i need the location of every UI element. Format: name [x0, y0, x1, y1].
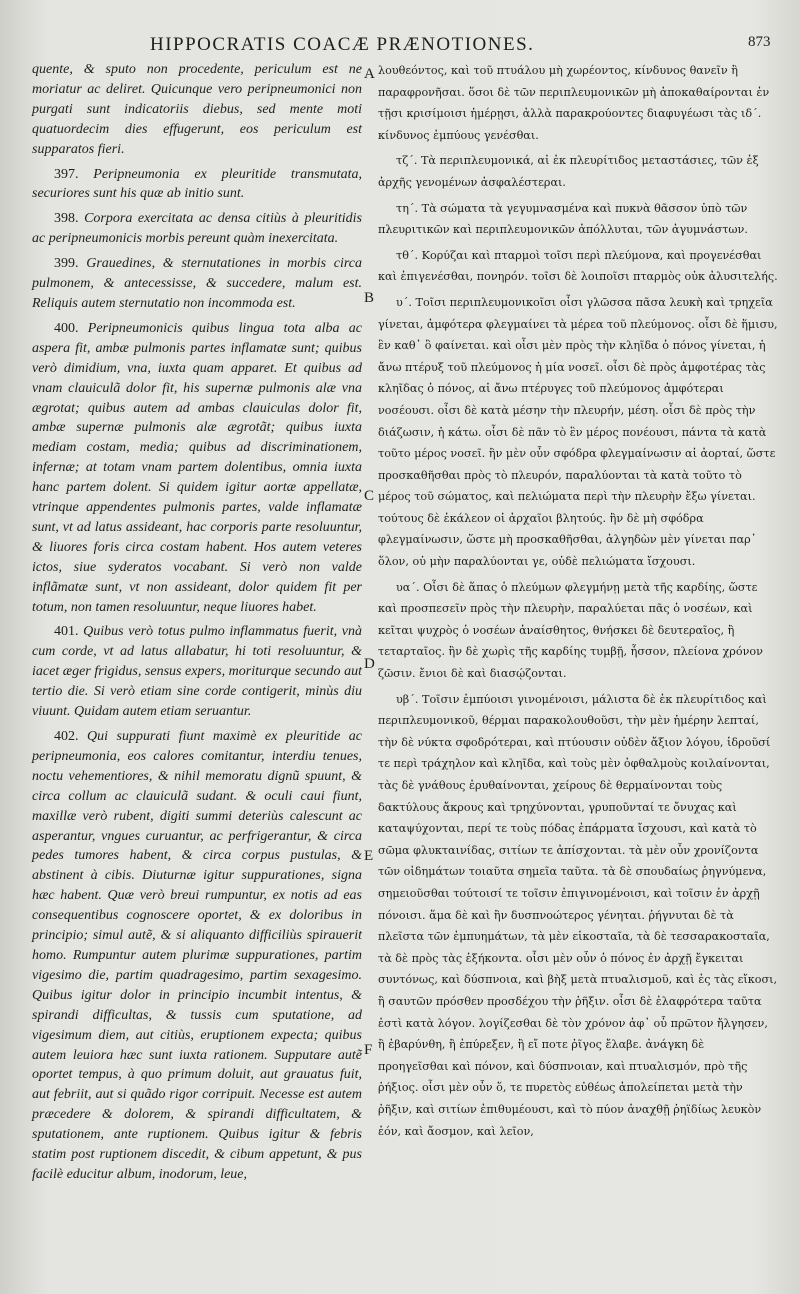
latin-paragraph: 397. Peripneumonia ex pleuritide transmutata, securiores sunt his quæ ab initio sunt.	[32, 166, 363, 202]
running-title: HIPPOCRATIS COACÆ PRÆNOTIONES.	[150, 34, 535, 55]
margin-letter: F	[364, 1042, 373, 1058]
latin-paragraph: 400. Peripneumonicis quibus lingua tota alba ac aspera fit, ambæ pulmonis partes inflamatæ sunt; quibus verò dimidium, vna, iuxta quam apparet. Et quibus ad vnam clauiculã dolor fit, his supernæ pulmonis alæ vna ægrotat; quibus autem ad ambas clauiculas dolor fit, ambæ supernæ pulmonis alæ ægrotãt; quibus iuxta mediam costam, media; quibus ad discriminationem, infernæ; at totam vnam partem dolentibus, omnia iuxta hanc partem dolent. Si quidem igitur aortæ appellatæ, vtrinque appendentes pulmonis partes, valde inflamatæ sunt, vt ad latus assideant, hac corporis parte resoluuntur, & liuores foris circa costam habent. Hos autem veteres ictos, siue syderatos vocabant. Si verò non valde inflãmatæ sunt, vt non assideant, dolor quidem fit per totum, non tamen resoluuntur, neque liuores habet.	[32, 320, 363, 615]
greek-paragraph: τθ΄. Κορύζαι καὶ πταρμοὶ τοῖσι περὶ πλεύμονα, καὶ προγενέσθαι καὶ ἐπιγενέσθαι, πονηρόν. τοῖσι δὲ λοιποῖσι πταρμὸς οὐκ ἀλυσιτελής.	[378, 248, 778, 284]
latin-paragraph: 398. Corpora exercitata ac densa citiùs à pleuritidis ac peripneumonicis morbis pereunt quàm inexercitata.	[32, 211, 362, 247]
margin-letter: C	[364, 488, 375, 504]
latin-column	[32, 60, 362, 1190]
greek-paragraph: λουθεόντος, καὶ τοῦ πτυάλου μὴ χωρέοντος, κίνδυνος θανεῖν ἢ παραφρονῆσαι. ὅσοι δὲ τῶν περιπλευμονικῶν μὴ ἀποκαθαίρονται ἐν τῇσι κρισίμοισι ἡμέρῃσι, ἀλλὰ παρακρούοντες διαφυγέωσι τὰς ιδ΄. κίνδυνος ἐμπύους γενέσθαι.	[378, 64, 770, 142]
latin-paragraph: quente, & sputo non procedente, periculum est ne moriatur ac deliret. Quicunque vero peripneumonici non purgati sunt indicatoriis diebus, sed mente moti quatuordecim dies effugerunt, eos periculum est supparatos fieri.	[32, 62, 362, 157]
greek-paragraph: υα΄. Οἷσι δὲ ἅπας ὁ πλεύμων φλεγμήνῃ μετὰ τῆς καρδίης, ὥστε καὶ προσπεσεῖν πρὸς τὴν πλευρὴν, παραλύεται πᾶς ὁ νοσέων, καὶ κεῖται ψυχρὸς ὁ νοσέων ἀναίσθητος, θνήσκει δὲ δευτεραῖος, ἢ τεταρταῖος. ἢν δὲ χωρὶς τῆς καρδίης τυμβῇ, ἧσσον, πλείονα χρόνον ζῶσιν. ἔνιοι δὲ καὶ διασῴζονται.	[378, 580, 763, 681]
greek-paragraph: υ΄. Τοῖσι περιπλευμονικοῖσι οἷσι γλῶσσα πᾶσα λευκὴ καὶ τρηχεῖα γίνεται, ἀμφότερα φλεγμαίνει τὰ μέρεα τοῦ πλεύμονος. οἷσι δὲ ἥμισυ, ἓν καθ᾽ ὃ φαίνεται. καὶ οἷσι μὲν πρὸς τὴν κληῖδα ὁ πόνος γίνεται, ἡ ἄνω πτέρυξ τοῦ πλεύμονος ἡ μία νοσεῖ. οἷσι δὲ πρὸς ἀμφοτέρας τὰς κληῖδας ὁ πόνος, αἱ ἄνω πτέρυγες τοῦ πλεύμονος ἀμφότεραι νοσέουσι. οἷσι δὲ κατὰ μέσην τὴν πλευρήν, μέση. οἷσι δὲ πρὸς τὴν διάζωσιν, ἡ κάτω. οἷσι δὲ πᾶν τὸ ἓν μέρος πονέουσι, πάντα τὰ κατὰ τοῦτο μέρος νοσεῖ. ἢν μὲν οὖν σφόδρα φλεγμαίνωσιν αἱ ἀορταί, ὥστε προσκαθῆσθαι πρὸς τὸ πλευρόν, παραλύονται τὰ κατὰ τοῦτο τὸ μέρος τοῦ σώματος, καὶ πελιώματα περὶ τὴν πλευρὴν ἔξω γίνεται. τούτους δὲ ἐκάλεον οἱ ἀρχαῖοι βλητούς. ἢν δὲ μὴ σφόδρα φλεγμαίνωσιν, ὥστε μὴ προσκαθῆσθαι, ἀλγηδὼν μὲν γίνεται παρ᾽ ὅλον, οὐ μὴν παραλύονται γε, οὐδὲ πελιώματα ἴσχουσι.	[378, 295, 778, 569]
greek-paragraph: τζ΄. Τὰ περιπλευμονικά, αἱ ἐκ πλευρίτιδος μεταστάσιες, τῶν ἐξ ἀρχῆς γενομένων ἀσφαλέστεραι.	[378, 154, 759, 189]
greek-paragraph: τη΄. Τὰ σώματα τὰ γεγυμνασμένα καὶ πυκνὰ θᾶσσον ὑπὸ τῶν πλευριτικῶν καὶ περιπλευμονικῶν ἀπόλλυται, τῶν ἀγυμνάστων.	[378, 201, 748, 237]
latin-paragraph: 402. Qui suppurati fiunt maximè ex pleuritide ac peripneumonia, eos calores comitantur, interdiu tenues, noctu vehementiores, & nihil memoratu dignũ spuunt, & circa collum ac clauiculã sudant. & oculi caui fiunt, maxillæ verò rubent, digiti summi deteriùs calescunt ac asperantur, vngues curuantur, ac perfrigerantur, & circa pedes tumores habent, & circa corpus pustulas, & abstinent à cibis. Diuturnæ igitur suppurationes, signa hæc habent. Quæ verò breui rumpuntur, ex notis ad eas consequentibus cognoscere oportet, & ex doloribus in principio; simul autẽ, & si aliquanto difficiliùs spirauerit homo. Rumpuntur autem plurimæ suppurationes, partim vigesimo die, partim quadragesimo, partim sexagesimo. Quibus igitur dolor in principio incumbit intentus, & spirandi difficultas, & tussis cum sputatione, ad vigesimum diem, aut citiùs, eruptionem expecta; quibus autem leuiora hæc sunt iuxta rationem. Supputare autẽ oportet tempus, à quo primum doluit, aut grauatus fuit, aut febriit, aut si quãdo rigor corripuit. Necesse est autem præcedere & dolorem, & spirandi difficultatem, & sputationem, ante ruptionem. Quibus igitur & febris statim post ruptionem discedit, & cibum appetunt, & pus facilè educitur album, inodorum, leue,	[32, 729, 363, 1182]
latin-paragraph: 401. Quibus verò totus pulmo inflammatus fuerit, vnà cum corde, vt ad latus allabatur, hi toti resoluuntur, & iacet æger frigidus, sensus expers, moriturque secundo aut tertio die. Si verò etiam sine corde contigerit, minùs diu viuunt. Quidam autem etiam seruantur.	[32, 624, 363, 720]
page-number: 873	[748, 34, 771, 50]
page-header	[0, 30, 800, 60]
latin-paragraph: 399. Grauedines, & sternutationes in morbis circa pulmonem, & antecessisse, & succedere, malum est. Reliquis autem sternutatio non incommoda est.	[32, 256, 363, 311]
margin-letter: D	[364, 656, 375, 672]
greek-column	[378, 60, 778, 1146]
margin-letter: B	[364, 290, 375, 306]
margin-letter: E	[364, 848, 374, 864]
margin-letter: A	[364, 66, 375, 82]
greek-paragraph: υβ΄. Τοῖσιν ἐμπύοισι γινομένοισι, μάλιστα δὲ ἐκ πλευρίτιδος καὶ περιπλευμονικοῦ, θέρμαι παρακολουθοῦσι, τὴν μὲν ἡμέρην λεπταί, τὴν δὲ νύκτα σφοδρότεραι, καὶ πτύουσιν οὐδὲν ἄξιον λόγου, ἱδροῦσί τε περὶ τράχηλον καὶ κληῖδα, καὶ τοὺς μὲν ὀφθαλμοὺς κοιλαίνονται, τὰς δὲ γνάθους ἐρυθαίνονται, χείρους δὲ θερμαίνονται τοὺς δακτύλους ἄκρους καὶ τρηχύνονται, γρυποῦνταί τε ὄνυχας καὶ καταψύχονται, περί τε τοὺς πόδας ἐπάρματα ἴσχουσι, καὶ κατὰ τὸ σῶμα φλυκταινίδας, σιτίων τε ἀπίσχονται. τὰ μὲν οὖν χρονίζοντα τῶν οἰδημάτων τοιαῦτα σημεῖα ταῦτα. τὰ δὲ σπουδαίως ῥηγνύμενα, σημειοῦσθαι τούτοισί τε τοῖσιν ἐπιγινομένοισι, καὶ τοῖσιν ἐν ἀρχῇ πόνοισι. ἅμα δὲ καὶ ἢν δυσπνοώτερος γένηται. ῥήγνυται δὲ τὰ πλεῖστα τῶν ἐμπυημάτων, τὰ μὲν εἰκοσταῖα, τὰ δὲ τεσσαρακοσταῖα, τὰ δὲ πρὸς τὰς ἑξήκοντα. οἷσι μὲν οὖν ὁ πόνος ἐν ἀρχῇ ἔγκειται συντόνως, καὶ δύσπνοια, καὶ βὴξ μετὰ πτυαλισμοῦ, καὶ ἐς τὰς εἴκοσι, ἢ σαυτῶν πρόσθεν προσδέχου τὴν ῥῆξιν. οἷσι δὲ ἐλαφρότερα ταῦτα ἐστὶ κατὰ λόγον. λογίζεσθαι δὲ τὸν χρόνον ἀφ᾽ οὗ πρῶτον ἤλγησεν, ἢ ἐβαρύνθη, ἢ ἐπύρεξεν, ἢ εἴ ποτε ῥῖγος ἔλαβε. ἀνάγκη δὲ προηγεῖσθαι καὶ πόνον, καὶ δύσπνοιαν, καὶ πτυαλισμόν, πρὸ τῆς ῥήξιος. οἷσι μὲν οὖν ὅ, τε πυρετὸς εὐθέως ἀπολείπεται μετὰ τὴν ῥῆξιν, καὶ σιτίων ἐπιθυμέουσι, καὶ τὸ πύον ἀναχθῇ ῥηϊδίως λευκὸν ἐόν, καὶ ἄοσμον, καὶ λεῖον,	[378, 692, 778, 1138]
